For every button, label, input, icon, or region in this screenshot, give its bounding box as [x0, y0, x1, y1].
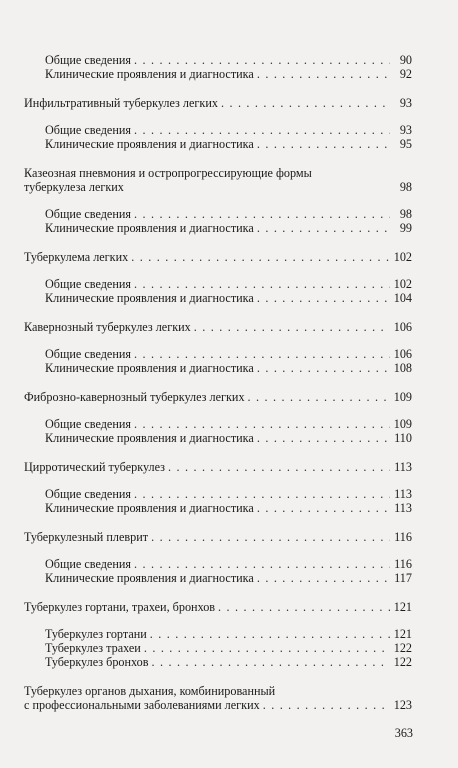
toc-entry — [45, 277, 412, 291]
dot-leader — [257, 501, 390, 515]
toc-entry-label: Клинические проявления и диагностика — [45, 501, 254, 515]
dot-leader — [221, 96, 390, 110]
dot-leader — [152, 655, 390, 669]
toc-entry-page: 99 — [399, 221, 412, 235]
dot-leader — [257, 137, 390, 151]
toc-entry-label: Общие сведения — [45, 487, 131, 501]
toc-section-page: 109 — [393, 390, 412, 404]
toc-entry-page: 122 — [393, 641, 412, 655]
toc-section-page: 113 — [394, 460, 412, 474]
toc-section-label: Туберкулез гортани, трахеи, бронхов — [24, 600, 216, 614]
toc-section-page: 98 — [399, 180, 412, 194]
toc-entry-label: Туберкулез гортани — [45, 627, 147, 641]
dot-leader — [151, 530, 390, 544]
toc-entry-label: Общие сведения — [45, 53, 131, 67]
dot-leader — [263, 698, 390, 712]
toc-entry-label: Общие сведения — [45, 347, 131, 361]
toc-section-page: 106 — [393, 320, 412, 334]
toc-section — [24, 600, 412, 614]
dot-leader — [257, 67, 390, 81]
toc-entry — [45, 221, 412, 235]
toc-entry — [45, 207, 412, 221]
toc-section — [24, 698, 412, 712]
toc-entry — [45, 347, 412, 361]
toc-entry — [45, 571, 412, 585]
toc-section-label: с профессиональными заболеваниями легких — [24, 698, 260, 712]
toc-entry-label: Клинические проявления и диагностика — [45, 137, 254, 151]
toc-entry — [45, 291, 412, 305]
toc-entry-page: 113 — [394, 487, 412, 501]
toc-entry-page: 106 — [393, 347, 412, 361]
toc-section-page: 123 — [393, 698, 412, 712]
toc-section — [24, 530, 412, 544]
dot-leader — [144, 641, 390, 655]
toc-section — [24, 96, 412, 110]
toc-entry-page: 92 — [399, 67, 412, 81]
toc-entry-page: 122 — [393, 655, 412, 669]
toc-section-label: Инфильтративный туберкулез легких — [24, 96, 218, 110]
toc-section-label: Туберкулезный плеврит — [24, 530, 149, 544]
toc-entry-label: Клинические проявления и диагностика — [45, 431, 254, 445]
toc-entry-page: 117 — [394, 571, 412, 585]
toc-entry-label: Туберкулез бронхов — [45, 655, 149, 669]
toc-entry-label: Клинические проявления и диагностика — [45, 571, 254, 585]
toc-entry-page: 90 — [399, 53, 412, 67]
toc-entry-page: 95 — [399, 137, 412, 151]
toc-entry-label: Клинические проявления и диагностика — [45, 221, 254, 235]
page-number: 363 — [394, 726, 413, 740]
dot-leader — [257, 571, 390, 585]
dot-leader — [150, 627, 390, 641]
dot-leader — [134, 417, 390, 431]
toc-entry-page: 110 — [394, 431, 412, 445]
toc-section-label: Цирротический туберкулез — [24, 460, 165, 474]
toc-entry-label: Клинические проявления и диагностика — [45, 361, 254, 375]
toc-entry-label: Общие сведения — [45, 417, 131, 431]
toc-entry — [45, 557, 412, 571]
toc-entry-label: Общие сведения — [45, 207, 131, 221]
toc-section-page: 116 — [394, 530, 412, 544]
toc-entry-page: 98 — [399, 207, 412, 221]
toc-entry-page: 113 — [394, 501, 412, 515]
dot-leader — [134, 557, 390, 571]
toc-entry-label: Общие сведения — [45, 557, 131, 571]
toc-entry-page: 108 — [393, 361, 412, 375]
toc-section — [24, 460, 412, 474]
dot-leader — [168, 460, 390, 474]
toc-entry — [45, 487, 412, 501]
toc-entry-label: Клинические проявления и диагностика — [45, 67, 254, 81]
toc-entry-label: Общие сведения — [45, 277, 131, 291]
toc-entry-page: 102 — [393, 277, 412, 291]
toc-entry — [45, 627, 412, 641]
toc-section-label: Туберкулема легких — [24, 250, 129, 264]
dot-leader — [257, 221, 390, 235]
dot-leader — [257, 431, 390, 445]
toc-section-page: 121 — [393, 600, 412, 614]
toc-entry-page: 109 — [393, 417, 412, 431]
dot-leader — [134, 487, 390, 501]
dot-leader — [131, 250, 389, 264]
toc-section-label: туберкулеза легких — [24, 180, 124, 194]
toc-section-page: 93 — [399, 96, 412, 110]
toc-section — [24, 320, 412, 334]
toc-entry-page: 121 — [393, 627, 412, 641]
dot-leader — [134, 277, 390, 291]
dot-leader — [257, 361, 390, 375]
toc-section — [24, 250, 412, 264]
toc-entry — [45, 501, 412, 515]
toc-entry-page: 104 — [393, 291, 412, 305]
dot-leader — [134, 207, 390, 221]
toc-entry — [45, 361, 412, 375]
toc-entry — [45, 123, 412, 137]
toc-section-label-line1: Казеозная пневмония и остропрогрессирующие формы — [24, 166, 312, 180]
toc-section-label-line1: Туберкулез органов дыхания, комбинированный — [24, 684, 276, 698]
toc-entry-page: 116 — [394, 557, 412, 571]
toc-section — [24, 180, 412, 194]
toc-entry-label: Туберкулез трахеи — [45, 641, 141, 655]
dot-leader — [134, 53, 390, 67]
toc-section-page: 102 — [393, 250, 412, 264]
dot-leader — [134, 347, 390, 361]
toc-section-label: Фиброзно-кавернозный туберкулез легких — [24, 390, 245, 404]
dot-leader — [248, 390, 390, 404]
toc-section-label: Кавернозный туберкулез легких — [24, 320, 191, 334]
toc-entry — [45, 431, 412, 445]
toc-entry — [45, 655, 412, 669]
toc-entry — [45, 641, 412, 655]
toc-entry — [45, 67, 412, 81]
toc-entry-page: 93 — [399, 123, 412, 137]
toc-entry-label: Клинические проявления и диагностика — [45, 291, 254, 305]
toc-entry — [45, 137, 412, 151]
toc-entry — [45, 417, 412, 431]
toc-entry — [45, 53, 412, 67]
dot-leader — [194, 320, 390, 334]
toc-entry-label: Общие сведения — [45, 123, 131, 137]
dot-leader — [257, 291, 390, 305]
toc-section — [24, 390, 412, 404]
dot-leader — [134, 123, 390, 137]
dot-leader — [218, 600, 390, 614]
